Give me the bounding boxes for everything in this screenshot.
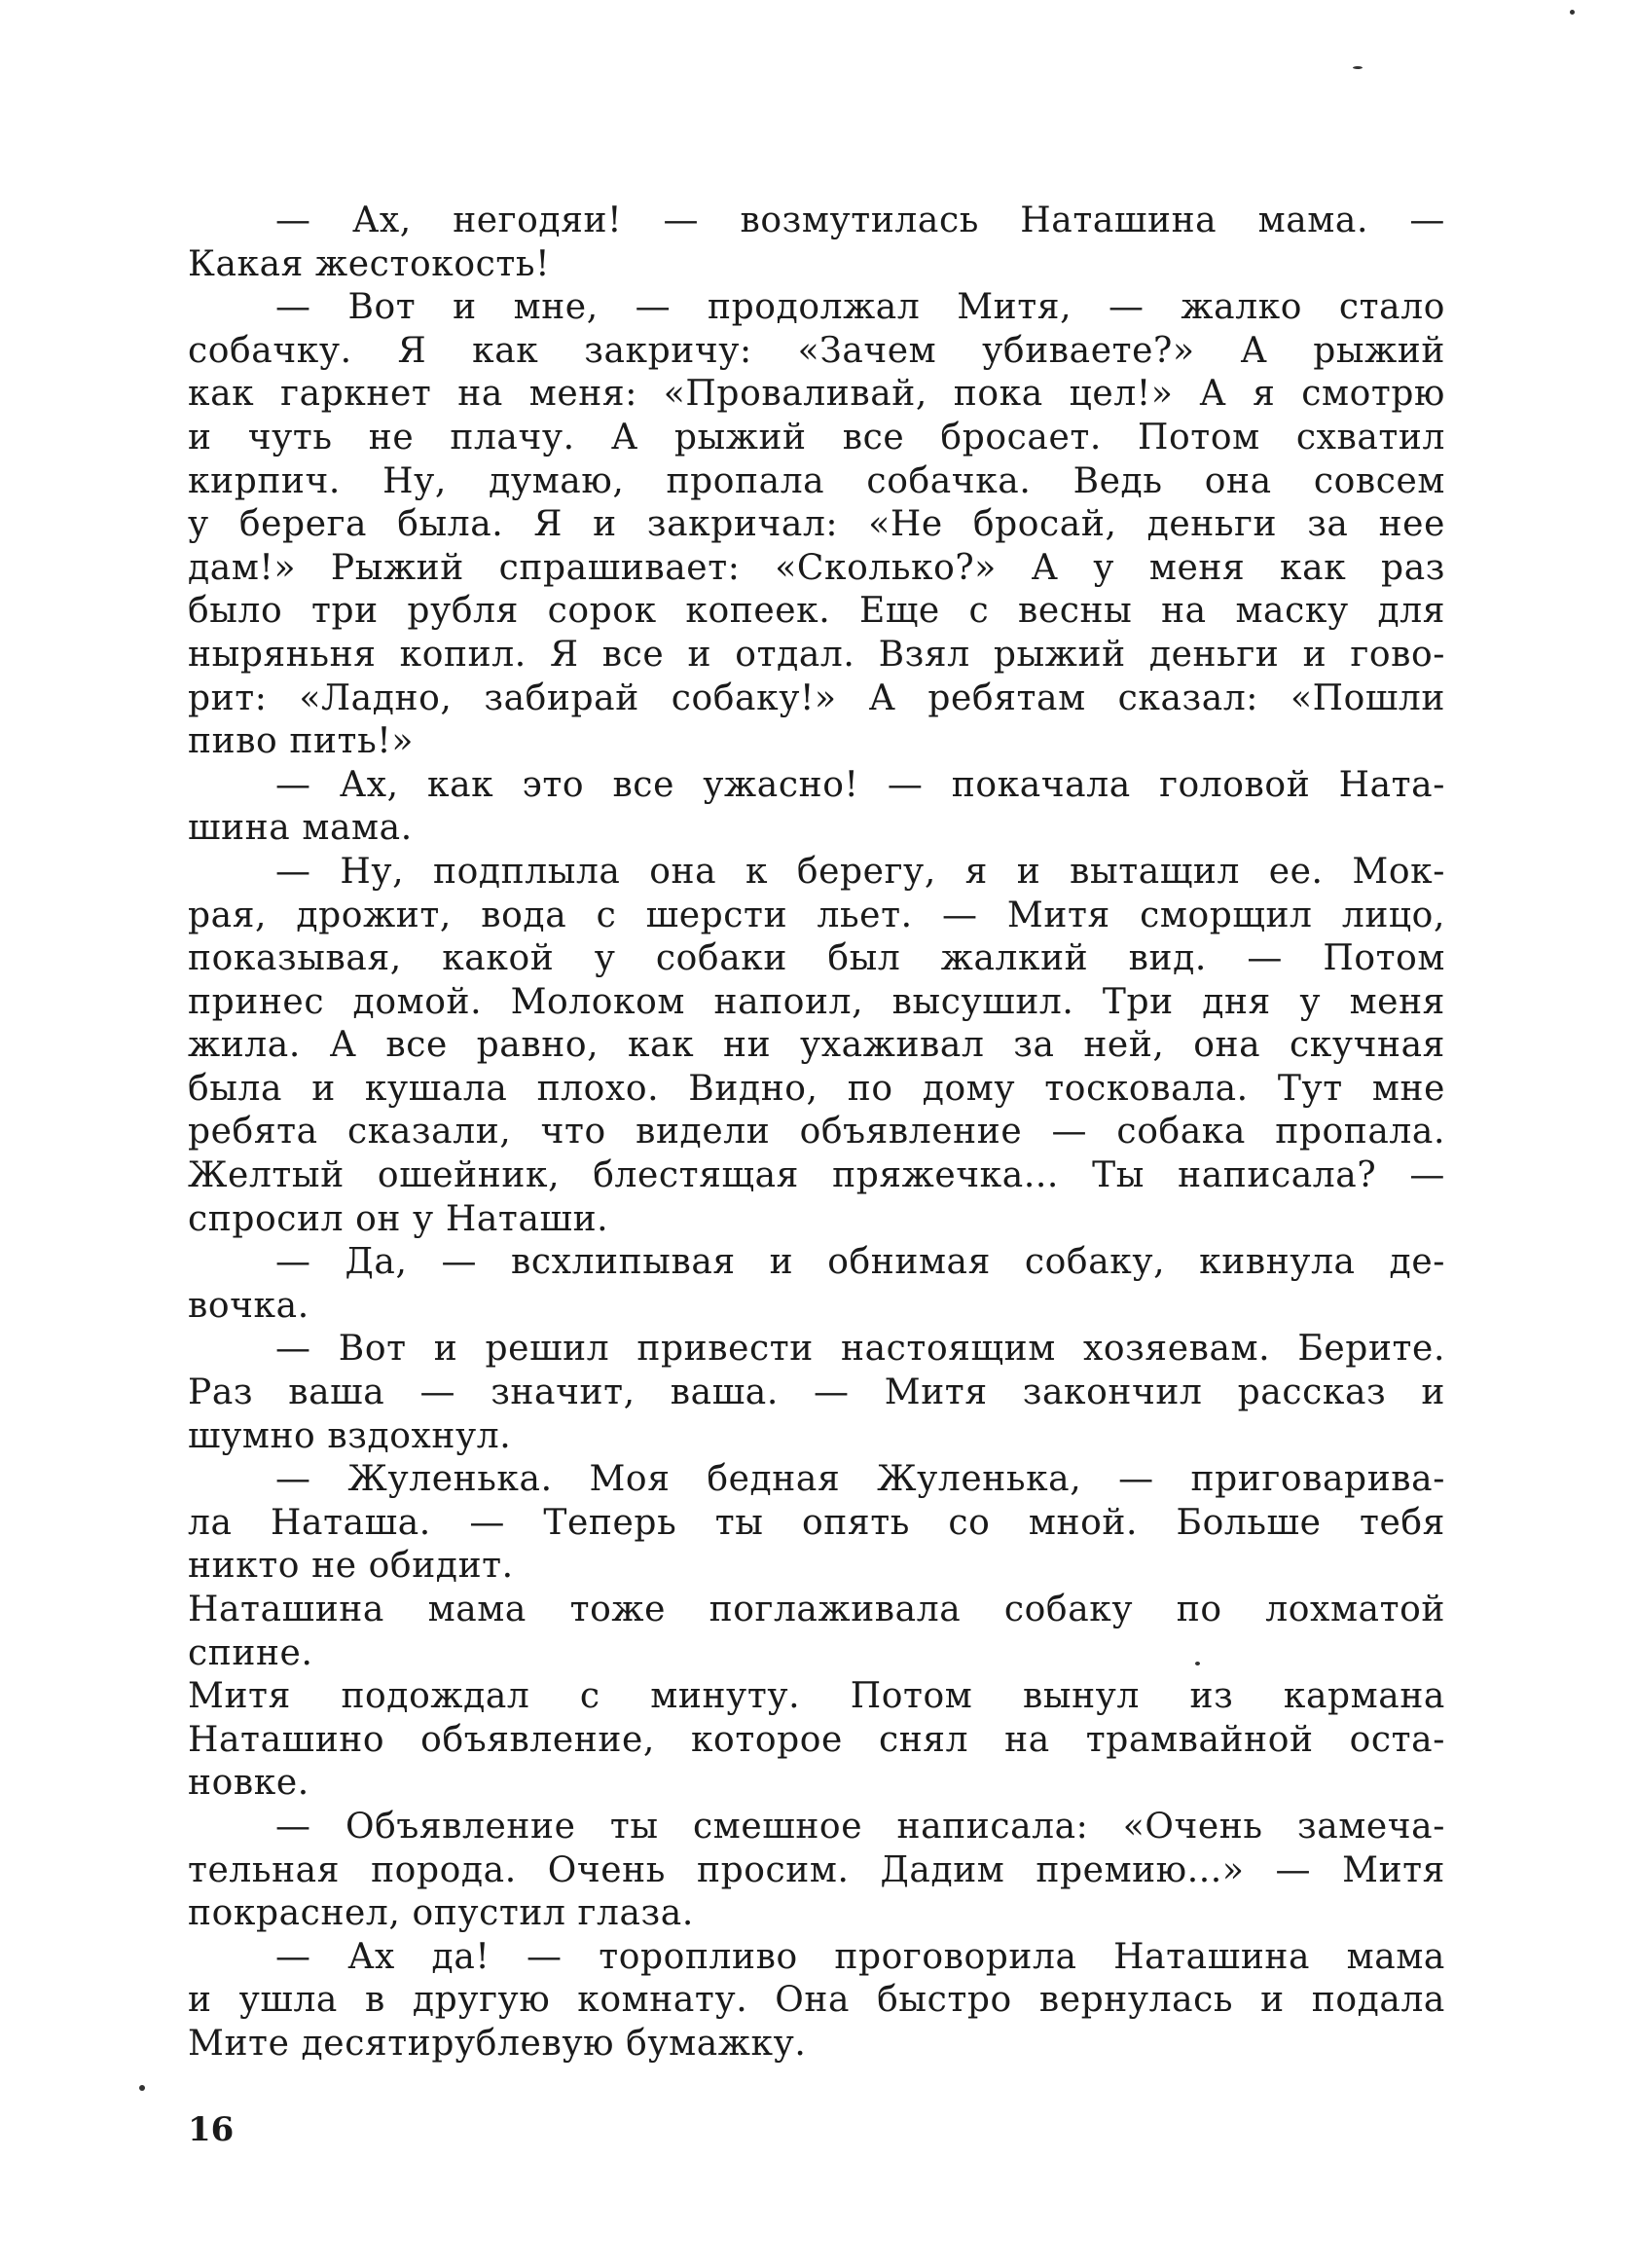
text-line: шина мама. [188,808,413,849]
text-line: — Жуленька. Моя бедная Жуленька, — приговарива- [275,1459,1445,1500]
text-line: покраснел, опустил глаза. [188,1893,694,1934]
text-line: собачку. Я как закричу: «Зачем убиваете?» А рыжий [188,330,1445,371]
text-line: — Да, — всхлипывая и обнимая собаку, кивнула де- [275,1242,1445,1283]
text-line: показывая, какой у собаки был жалкий вид. — Потом [188,938,1445,979]
scan-speck [1570,10,1575,15]
scan-speck [139,2085,145,2091]
text-line: принес домой. Молоком напоил, высушил. Три дня у меня [188,981,1445,1022]
text-line: у берега была. Я и закричал: «Не бросай, деньги за нее [188,504,1445,545]
text-line: — Объявление ты смешное написала: «Очень замеча- [275,1806,1445,1847]
text-line: — Ну, подплыла она к берегу, я и вытащил ее. Мок- [275,851,1445,892]
text-line: и чуть не плачу. А рыжий все бросает. Потом схватил [188,417,1445,457]
text-line: новке. [188,1763,309,1804]
text-line: ла Наташа. — Теперь ты опять со мной. Больше тебя [188,1502,1445,1543]
text-line: спросил он у Наташи. [188,1198,609,1239]
text-line: и ушла в другую комнату. Она быстро вернулась и подала [188,1980,1445,2021]
text-line: — Ах, как это все ужасно! — покачала головой Ната- [275,764,1445,805]
text-line: вочка. [188,1285,309,1326]
text-line: Митя подождал с минуту. Потом вынул из кармана [188,1676,1445,1717]
text-line: тельная порода. Очень просим. Дадим премию...» — Митя [188,1849,1445,1890]
text-line: Раз ваша — значит, ваша. — Митя закончил рассказ и [188,1372,1445,1413]
text-line: было три рубля сорок копеек. Еще с весны на маску для [188,591,1445,632]
text-line: как гаркнет на меня: «Проваливай, пока цел!» А я смотрю [188,374,1445,415]
page-number: 16 [188,2110,235,2149]
text-line: кирпич. Ну, думаю, пропала собачка. Ведь она совсем [188,460,1445,501]
text-line: Какая жестокость! [188,243,551,284]
text-line: ребята сказали, что видели объявление — собака пропала. [188,1112,1445,1152]
text-line: — Вот и решил привести настоящим хозяевам. Берите. [275,1329,1445,1370]
text-line: — Ах да! — торопливо проговорила Наташина мама [275,1936,1445,1977]
text-line: шумно вздохнул. [188,1415,512,1456]
body-text [188,200,1445,2067]
text-line: Желтый ошейник, блестящая пряжечка... Ты написала? — [188,1155,1445,1196]
scan-speck [1353,66,1363,69]
text-line: ныряньня копил. Я все и отдал. Взял рыжий деньги и гово- [188,634,1445,675]
text-line: была и кушала плохо. Видно, по дому тосковала. Тут мне [188,1068,1445,1109]
text-line: рая, дрожит, вода с шерсти льет. — Митя сморщил лицо, [188,895,1445,935]
text-line: пиво пить!» [188,721,414,762]
text-line: Наташино объявление, которое снял на трамвайной оста- [188,1719,1445,1760]
scan-speck [1195,1662,1200,1665]
text-line: Наташина мама тоже поглаживала собаку по лохматой [188,1590,1445,1629]
text-line: — Ах, негодяи! — возмутилась Наташина мама. — [275,201,1445,240]
text-line: рит: «Ладно, забирай собаку!» А ребятам сказал: «Пошли [188,677,1445,718]
text-line: никто не обидит. [188,1546,514,1587]
text-line: жила. А все равно, как ни ухаживал за ней, она скучная [188,1025,1445,1066]
text-line: — Вот и мне, — продолжал Митя, — жалко стало [275,287,1445,328]
text-line: Мите десятирублевую бумажку. [188,2023,807,2064]
text-line: дам!» Рыжий спрашивает: «Сколько?» А у меня как раз [188,547,1445,588]
text-line: спине. [188,1632,313,1673]
